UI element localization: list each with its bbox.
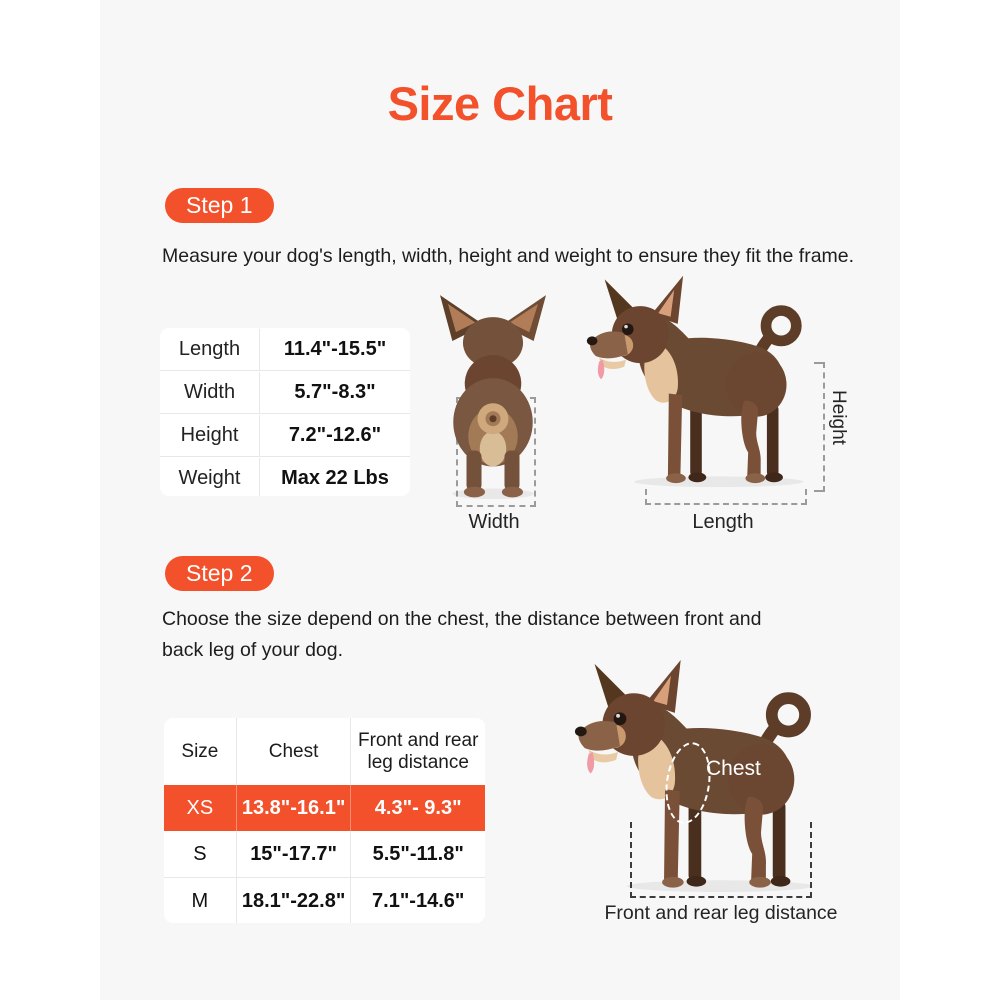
height-measure-bracket bbox=[814, 362, 825, 492]
width-annotation-label: Width bbox=[468, 511, 520, 533]
chest-annotation-label: Chest bbox=[706, 757, 761, 780]
chest-value: 18.1"-22.8" bbox=[236, 878, 351, 923]
measurement-label: Width bbox=[160, 372, 260, 413]
step1-description: Measure your dog's length, width, height and weight to ensure they fit the frame. bbox=[162, 245, 855, 267]
table-row bbox=[160, 456, 410, 496]
measurement-label: Weight bbox=[160, 458, 260, 497]
header-leg-distance: Front and rear leg distance bbox=[350, 718, 485, 785]
size-table-header bbox=[164, 718, 485, 785]
page-title: Size Chart bbox=[387, 77, 613, 130]
length-annotation-label: Length bbox=[692, 511, 754, 533]
table-row bbox=[160, 413, 410, 456]
chest-value: 13.8"-16.1" bbox=[236, 785, 351, 831]
size-table bbox=[164, 718, 485, 923]
measurement-table bbox=[160, 328, 410, 496]
step1-badge: Step 1 bbox=[165, 188, 274, 223]
content-panel bbox=[100, 0, 900, 1000]
table-row bbox=[160, 370, 410, 413]
measurement-label: Length bbox=[160, 329, 260, 370]
header-size: Size bbox=[181, 740, 219, 762]
measurement-label: Height bbox=[160, 415, 260, 456]
header-chest: Chest bbox=[236, 718, 351, 785]
size-value: XS bbox=[186, 796, 214, 819]
size-value: M bbox=[191, 889, 209, 912]
measurement-value: 11.4"-15.5" bbox=[283, 337, 387, 360]
step2-badge: Step 2 bbox=[165, 556, 274, 591]
dog-side-view-illustration bbox=[576, 274, 808, 488]
measurement-value: Max 22 Lbs bbox=[281, 466, 389, 489]
leg-distance-annotation-label: Front and rear leg distance bbox=[604, 902, 838, 924]
measurement-value: 5.7"-8.3" bbox=[294, 380, 376, 403]
table-row bbox=[160, 328, 410, 370]
leg-distance-value: 5.5"-11.8" bbox=[350, 831, 485, 877]
table-row-s bbox=[164, 831, 485, 877]
length-measure-bracket bbox=[645, 489, 807, 505]
leg-distance-measure-bracket bbox=[630, 822, 812, 898]
size-value: S bbox=[193, 842, 207, 865]
height-annotation-label: Height bbox=[828, 390, 849, 445]
leg-distance-value: 4.3"- 9.3" bbox=[350, 785, 485, 831]
dog-back-view-illustration bbox=[440, 288, 546, 500]
measurement-value: 7.2"-12.6" bbox=[288, 423, 382, 446]
table-row-xs-highlighted bbox=[164, 785, 485, 831]
chest-value: 15"-17.7" bbox=[236, 831, 351, 877]
table-row-m bbox=[164, 877, 485, 923]
leg-distance-value: 7.1"-14.6" bbox=[350, 878, 485, 923]
step2-description: Choose the size depend on the chest, the distance between front and back leg of your dog. bbox=[162, 608, 762, 661]
